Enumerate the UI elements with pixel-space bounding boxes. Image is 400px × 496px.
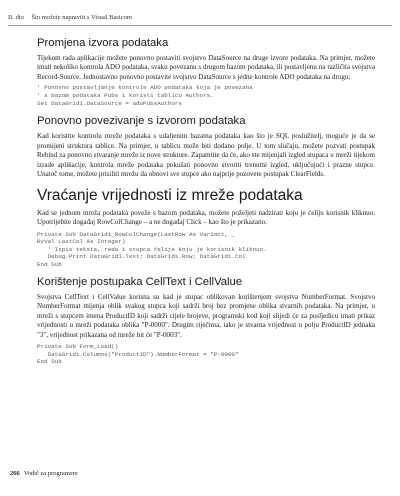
- code-line: Set DataGrid1.DataSource = adoPubsAuthors: [37, 99, 182, 107]
- code-line: Debug.Print DataGrid1.Text; DataGrid1.Row; DataGrid1.Col: [37, 253, 246, 261]
- code-line: ' Ispis teksta, reda i stupca ćelije koju je korisnik kliknuo.: [37, 245, 267, 253]
- page-number: 266: [10, 470, 20, 477]
- code-block-form-load: [37, 343, 375, 366]
- code-line: DataGrid1.Columns("ProductID").NumberFormat = "P-0000": [37, 350, 239, 358]
- header-rule: [8, 25, 392, 26]
- running-header-separator: [27, 14, 29, 21]
- section-heading-vracanje-vrijednosti: Vraćanje vrijednosti iz mreže podataka: [37, 186, 303, 204]
- code-line: Private Sub Form_Load(): [37, 343, 119, 351]
- section-paragraph-promjena-izvora: Tijekom rada aplikacije možete ponovno postaviti svojstvo DataSource na druge izvore podataka. Na primjer, možete imati nekoliko kontrola ADO podataka, svaku povezanu s drugom bazom podataka, ili postavljenu na različita svojstva Record-Source. Jednostavno ponovno postavite svojstvo DataSource s jedne kontrole ADO podataka na drugu:: [37, 53, 375, 81]
- section-paragraph-celltext-cellvalue: Svojstva CellText i CellValue korisna su kad je stupac oblikovan korištenjem svojstva NumberFormat. Svojstvo NumberFormat mijenja oblik svakog stupca koji sadrži broj bez promjene oblika stvarnih podataka. Na primjer, u mreži s stupcem imena ProductID koji sadrži cijele brojeve, programski kod koji slijedi će za posljedicu imati prikaz vrijednosti u mreži podataka oblika "P-0000". Drugim riječima, iako je stvarna vrijednost u polju ProductID jednaka "3", vrijednost prikazana od mreže bit će "P-0003".: [37, 292, 375, 339]
- section-paragraph-ponovno-povezivanje: Kad koristite kontrolu mreže podataka s udaljenim bazama podataka kao što je SQL poslužitelj, moguće je da se promijeni struktura tablice. Na primjer, u tablicu može biti dodano polje. U tom slučaju, možete pozvati postupak Rebind za ponovno stvaranje mreže iz nove strukture. Zapamtite da će, ako ste mijenjali izgled stupaca u mreži tijekom izrade aplikacije, kontrola mreže podataka pokušati ponovno stvoriti trenutni izgled, uključujući i prazne stupce. Unatoč tome, možete prisiliti mrežu da obnovi sve stupce ako najprije pozovete postupak ClearFields.: [37, 132, 375, 179]
- page-content: [37, 32, 375, 366]
- section-heading-promjena-izvora: Promjena izvora podataka: [37, 37, 169, 49]
- page-footer: [10, 470, 390, 477]
- code-line: Private Sub DataGrid1_RowColChange(LastRow As Variant, _: [37, 230, 235, 238]
- code-block-rowcolchange: [37, 231, 375, 269]
- code-line: ' Ponovno postavljanje kontrole ADO podataka koja je povezana: [37, 84, 253, 92]
- section-heading-celltext-cellvalue: Korištenje postupaka CellText i CellValue: [37, 275, 243, 288]
- code-line: End Sub: [37, 358, 62, 366]
- running-header-chapter: II. dio: [8, 14, 24, 21]
- code-line: End Sub: [37, 260, 62, 268]
- code-line: ' s bazom podataka Pubs i koristi tablicu Authors.: [37, 92, 214, 100]
- code-line: ByVal LastCol As Integer): [37, 238, 126, 246]
- running-header: [8, 14, 388, 21]
- section-heading-ponovno-povezivanje: Ponovno povezivanje s izvorom podataka: [37, 115, 246, 128]
- section-paragraph-vracanje-vrijednosti: Kad se jednom mreža podataka poveže s bazom podataka, možete poželjeti nadzirati koju je ćeliju korisnik kliknuo. Upotrijebite događaj RowColChange – a ne događaj Click – kao što je prikazano.: [37, 208, 375, 227]
- book-title: Vodič za programere: [23, 470, 78, 477]
- running-header-title: Što možete napraviti s Visual Basicom: [31, 14, 132, 21]
- code-block-datasource: [37, 84, 375, 107]
